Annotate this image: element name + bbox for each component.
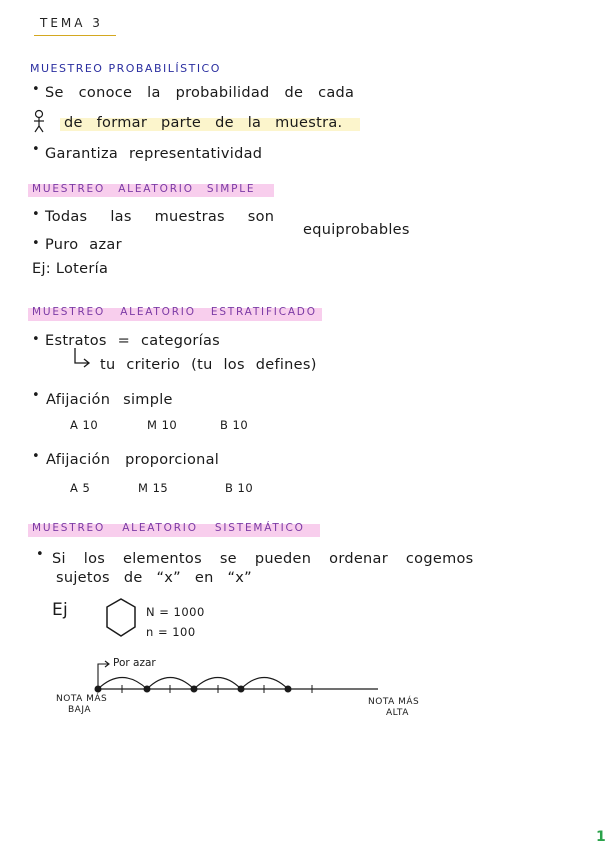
line-si-los-elementos: Si los elementos se pueden ordenar cogemos	[52, 551, 474, 567]
bullet-dot: •	[32, 332, 40, 347]
bullet-dot: •	[32, 207, 40, 222]
label-nota-mas-baja-1: NOTA MÁS	[56, 694, 108, 704]
line-formar-parte: de formar parte de la muestra.	[64, 115, 343, 131]
line-puro-azar: Puro azar	[45, 237, 122, 253]
value-proporcional-b: B 10	[225, 481, 254, 495]
line-tu-criterio: tu criterio (tu los defines)	[100, 357, 317, 373]
value-proporcional-m: M 15	[138, 481, 169, 495]
label-nota-mas-baja-2: BAJA	[68, 705, 91, 715]
heading-muestreo-aleatorio-estratificado: MUESTREO ALEATORIO ESTRATIFICADO	[32, 306, 317, 318]
page-title: TEMA 3	[40, 16, 103, 30]
heading-muestreo-probabilistico: MUESTREO PROBABILÍSTICO	[30, 62, 221, 75]
line-afijacion-proporcional: Afijación proporcional	[46, 452, 220, 468]
value-simple-b: B 10	[220, 418, 249, 432]
bullet-dot: •	[32, 449, 40, 464]
label-por-azar: Por azar	[113, 657, 156, 669]
line-afijacion-simple: Afijación simple	[46, 392, 173, 408]
bullet-dot: •	[32, 236, 40, 251]
heading-muestreo-aleatorio-simple: MUESTREO ALEATORIO SIMPLE	[32, 183, 256, 195]
line-probabilidad: Se conoce la probabilidad de cada	[45, 85, 355, 101]
bullet-dot: •	[32, 142, 40, 157]
line-ejemplo-loteria: Ej: Lotería	[32, 261, 109, 277]
bullet-dot: •	[36, 547, 44, 562]
label-ejemplo: Ej	[52, 600, 69, 620]
line-todas-las-muestras: Todas las muestras son	[45, 209, 275, 225]
line-equiprobables: equiprobables	[303, 222, 410, 238]
bullet-dot: •	[32, 82, 40, 97]
value-n-total: N = 1000	[146, 605, 205, 619]
line-garantiza: Garantiza representatividad	[45, 146, 263, 162]
value-n-sample: n = 100	[146, 625, 196, 639]
page-number: 1	[596, 829, 606, 845]
value-proporcional-a: A 5	[70, 481, 91, 495]
line-sujetos-de-x-en-x: sujetos de “x” en “x”	[56, 570, 252, 586]
label-nota-mas-alta-2: ALTA	[386, 708, 409, 718]
value-simple-a: A 10	[70, 418, 99, 432]
bullet-dot: •	[32, 388, 40, 403]
heading-muestreo-aleatorio-sistematico: MUESTREO ALEATORIO SISTEMÁTICO	[32, 522, 305, 534]
line-estratos: Estratos = categorías	[45, 333, 220, 349]
label-nota-mas-alta-1: NOTA MÁS	[368, 697, 420, 707]
value-simple-m: M 10	[147, 418, 178, 432]
